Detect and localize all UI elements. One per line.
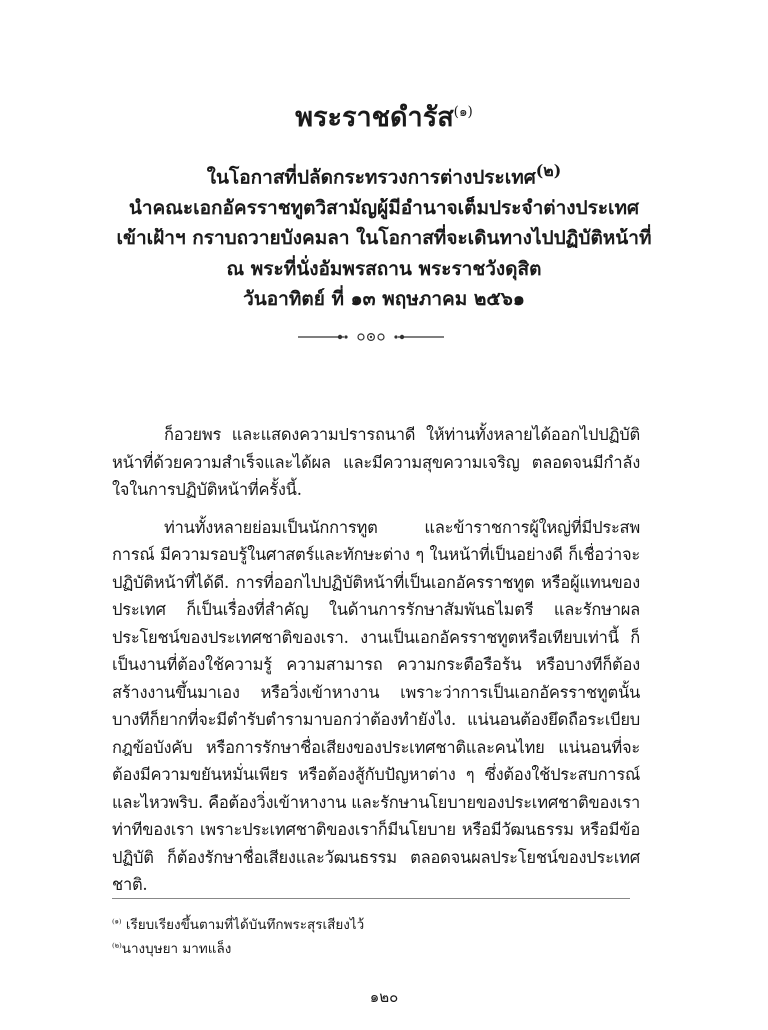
page-number: ๑๒๐	[369, 988, 399, 1006]
heading-line-1-text: ในโอกาสที่ปลัดกระทรวงการต่างประเทศ	[206, 166, 536, 189]
heading-line-1	[0, 156, 768, 193]
footnote-2	[112, 937, 632, 961]
footnote-2-marker: (๒)	[112, 941, 122, 950]
speech-body	[112, 421, 640, 909]
heading-footnote-marker: (๒)	[535, 161, 562, 180]
title-text: พระราชดำรัส	[295, 102, 454, 133]
heading-line-5: วันอาทิตย์ ที่ ๑๓ พฤษภาคม ๒๕๖๑	[243, 288, 525, 311]
footnote-1-text: เรียบเรียงขึ้นตามที่ได้บันทึกพระสุรเสียงไว้	[125, 917, 365, 933]
footnote-2-text: นางบุษยา มาทแล็ง	[121, 941, 232, 957]
occasion-heading	[0, 156, 768, 315]
footnote-divider	[112, 898, 630, 899]
decorative-divider-icon	[296, 326, 446, 348]
heading-line-4: ณ พระที่นั่งอัมพรสถาน พระราชวังดุสิต	[226, 257, 542, 280]
footnote-1	[112, 913, 632, 937]
footnotes	[112, 913, 632, 961]
heading-line-3: เข้าเฝ้าฯ กราบถวายบังคมลา ในโอกาสที่จะเดินทางไปปฏิบัติหน้าที่	[116, 227, 652, 250]
paragraph-1: ก็อวยพร และแสดงความปรารถนาดี ให้ท่านทั้งหลายได้ออกไปปฏิบัติหน้าที่ด้วยความสำเร็จและได้ผล และมีความสุขความเจริญ ตลอดจนมีกำลังใจในการปฏิบัติหน้าที่ครั้งนี้.	[112, 425, 640, 499]
heading-line-2: นำคณะเอกอัครราชทูตวิสามัญผู้มีอำนาจเต็มประจำต่างประเทศ	[128, 196, 640, 219]
paragraph-2: ท่านทั้งหลายย่อมเป็นนักการทูต และข้าราชการผู้ใหญ่ที่มีประสพการณ์ มีความรอบรู้ในศาสตร์และทักษะต่าง ๆ ในหน้าที่เป็นอย่างดี ก็เชื่อว่าจะปฏิบัติหน้าที่ได้ดี. การที่ออกไปปฏิบัติหน้าที่เป็นเอกอัครราชทูต หรือผู้แทนของประเทศ ก็เป็นเรื่องที่สำคัญ ในด้านการรักษาสัมพันธไมตรี และรักษาผลประโยชน์ของประเทศชาติของเรา. งานเป็นเอกอัครราชทูตหรือเทียบเท่านี้ ก็เป็นงานที่ต้องใช้ความรู้ ความสามารถ ความกระตือรือร้น หรือบางทีก็ต้องสร้างงานขึ้นมาเอง หรือวิ่งเข้าหางาน เพราะว่าการเป็นเอกอัครราชทูตนั้น บางทีก็ยากที่จะมีตำรับตำรามาบอกว่าต้องทำยังไง. แน่นอนต้องยึดถือระเบียบกฎข้อบังคับ หรือการรักษาชื่อเสียงของประเทศชาติและคนไทย แน่นอนที่จะต้องมีความขยันหมั่นเพียร หรือต้องสู้กับปัญหาต่าง ๆ ซึ่งต้องใช้ประสบการณ์และไหวพริบ. คือต้องวิ่งเข้าหางาน และรักษานโยบายของประเทศชาติของเรา ท่าทีของเรา เพราะประเทศชาติของเราก็มีนโยบาย หรือมีวัฒนธรรม หรือมีข้อปฏิบัติ ก็ต้องรักษาชื่อเสียงและวัฒนธรรม ตลอดจนผลประโยชน์ของประเทศชาติ.	[112, 517, 640, 894]
footnote-1-marker: (๑)	[112, 917, 122, 926]
title-footnote-marker: (๑)	[453, 104, 473, 120]
page-title	[0, 100, 768, 136]
